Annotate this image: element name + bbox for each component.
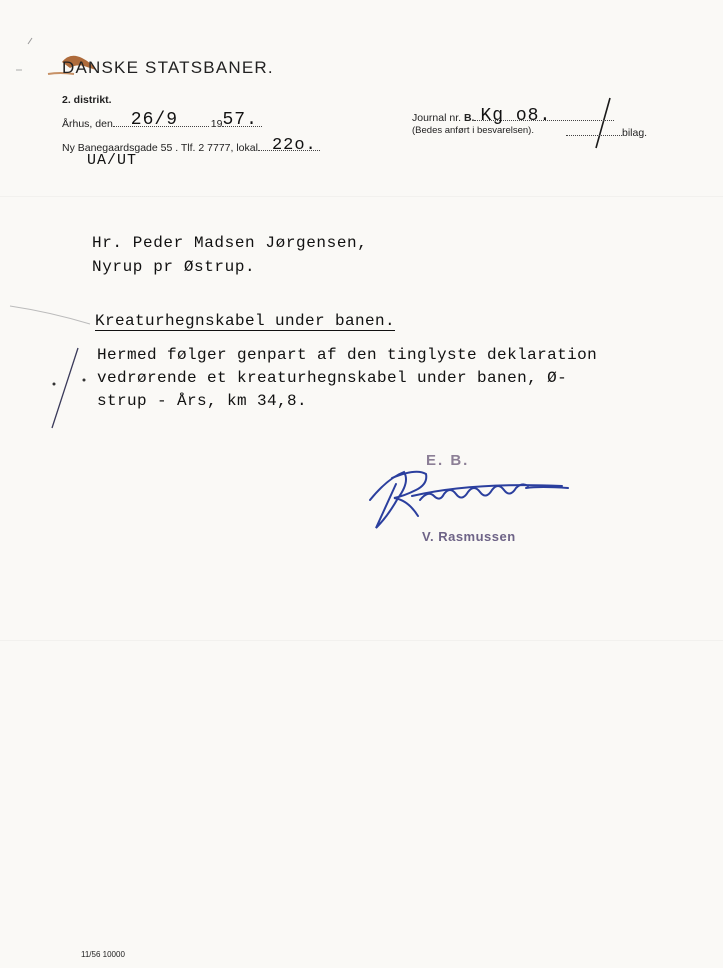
bilag-line [566,127,647,139]
organization-name: DANSKE STATSBANER. [62,58,274,77]
corner-mark [28,38,32,44]
pencil-margin-line [10,306,90,324]
year-field [222,110,262,130]
year-prefix: 19 [210,118,223,130]
journal-label: Journal nr. [412,112,462,124]
address-label: Ny Banegaardsgade 55 . Tlf. 2 7777, lokal [62,142,258,154]
margin-dot [53,383,56,386]
body-line: vedrørende et kreaturhegnskabel under banen, Ø- [97,369,568,387]
journal-line [412,106,614,126]
district-label: 2. distrikt. [62,94,112,106]
date-field [113,110,209,130]
recipient-address: Nyrup pr Østrup. [92,258,256,276]
place-date-line [62,110,262,130]
extension-value: 22o. [271,136,317,155]
year-value: 57. [222,110,258,130]
reference-code: UA/UT [87,152,138,169]
form-code: 11/56 10000 [81,950,125,959]
body-line: strup - Års, km 34,8. [97,392,308,410]
journal-field [474,106,614,126]
body-line: Hermed følger genpart af den tinglyste deklaration [97,346,598,364]
stamp-name: V. Rasmussen [422,529,516,544]
journal-prefix: B. [463,112,475,124]
extension-field [258,136,320,155]
journal-number: Kg o8. [480,106,552,126]
journal-note: (Bedes anført i besvarelsen). [412,125,534,136]
subject-line: Kreaturhegnskabel under banen. [95,312,396,330]
date-value: 26/9 [130,110,179,130]
stamp-initials: E. B. [426,452,470,469]
margin-dot [83,379,86,382]
recipient-name: Hr. Peder Madsen Jørgensen, [92,234,368,252]
place-label: Århus, den [62,118,113,130]
margin-slash [52,348,78,428]
bilag-label: bilag. [622,127,648,139]
signature-scribble [370,472,568,528]
bilag-field [566,135,622,136]
